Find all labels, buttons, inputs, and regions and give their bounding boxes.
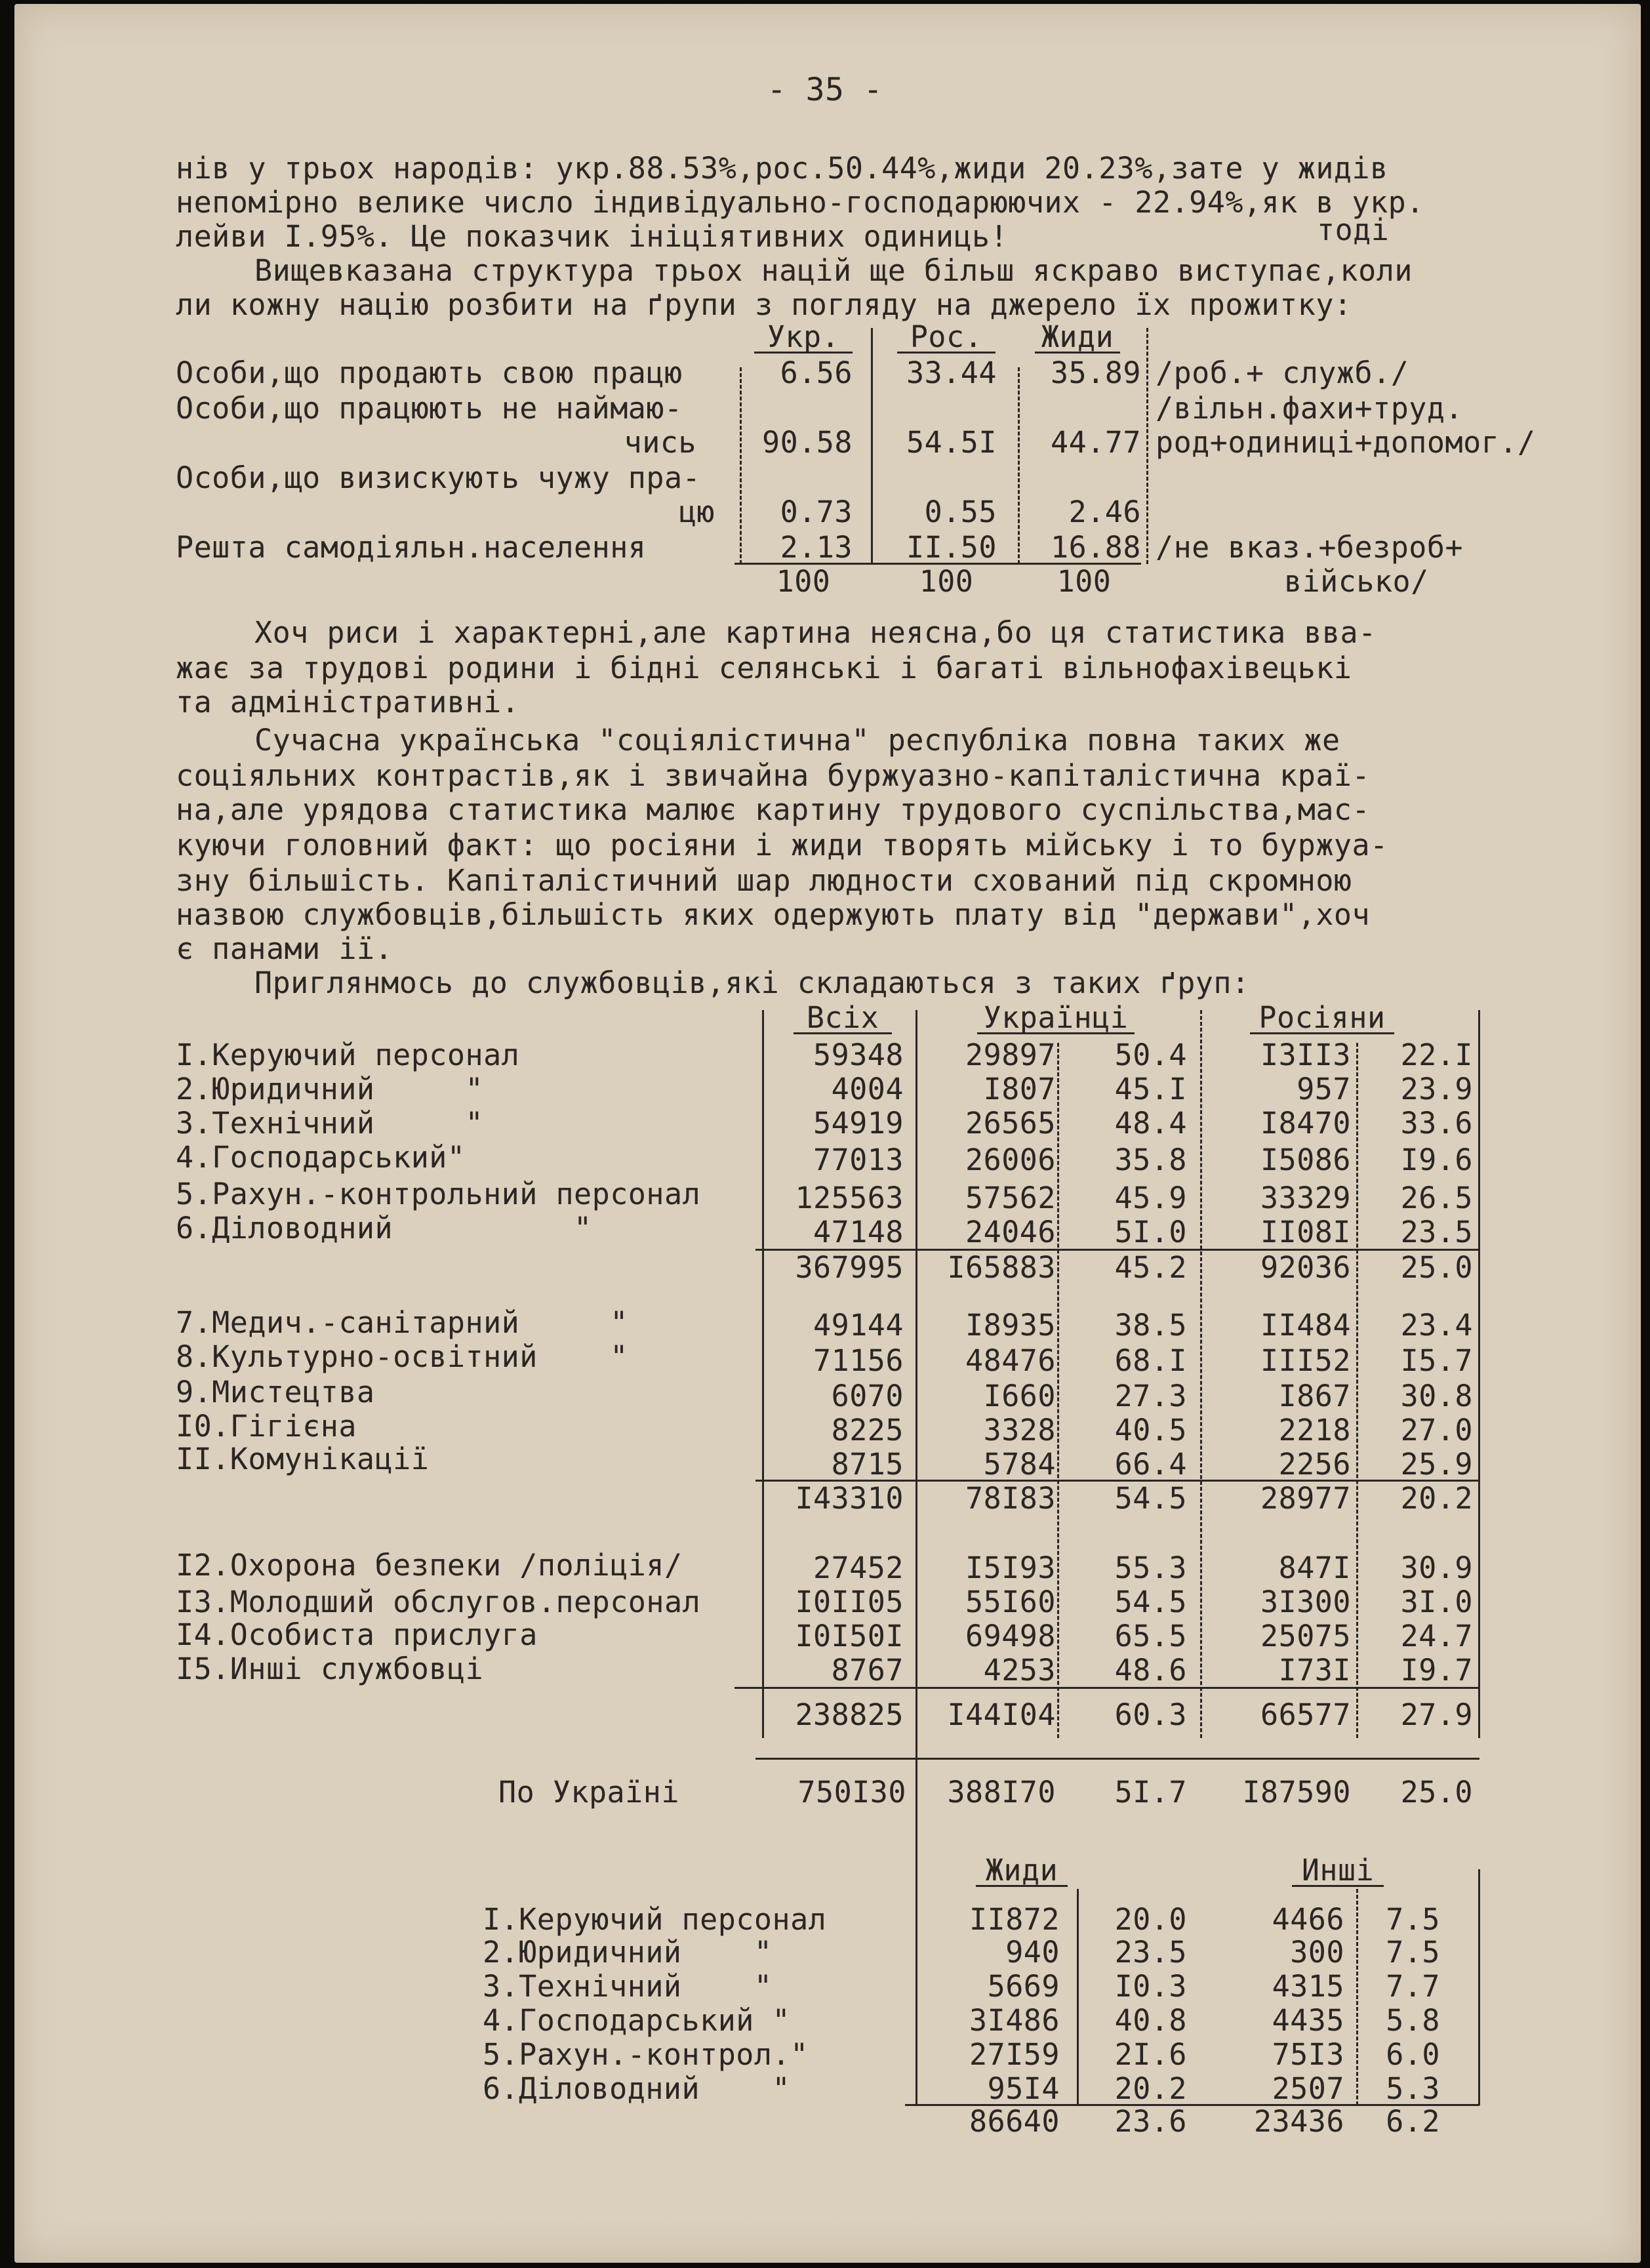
jo-val: 7.7 — [1386, 1969, 1440, 2004]
income-row-label: Особи,що продають свою працю — [176, 355, 683, 390]
emp-val: 38.5 — [1114, 1308, 1187, 1343]
income-header-ukr: Укр. — [754, 323, 853, 354]
emp-val: 4253 — [983, 1653, 1056, 1688]
jo-val: 4315 — [1272, 1969, 1344, 2004]
emp-subtotal: I44I04 — [947, 1697, 1056, 1732]
emp-row-label: I2.Охорона безпеки /поліція/ — [176, 1548, 683, 1583]
emp-row-label: 5.Рахун.-контрольний персонал — [176, 1177, 701, 1211]
page-number: - 35 - — [767, 71, 883, 108]
emp-header-ros: Росіяни — [1250, 1003, 1394, 1034]
income-row-val: 0.55 — [924, 495, 997, 529]
emp-val: I9.6 — [1400, 1143, 1473, 1177]
jo-total: 6.2 — [1386, 2104, 1440, 2139]
emp-total-val: 388I70 — [947, 1775, 1056, 1810]
emp-val: 3I300 — [1260, 1585, 1351, 1619]
income-divider — [1146, 328, 1148, 564]
emp-val: 25075 — [1260, 1619, 1351, 1653]
emp-val: 957 — [1297, 1072, 1351, 1106]
emp-val: 29897 — [965, 1038, 1056, 1072]
emp-val: 30.8 — [1400, 1379, 1473, 1413]
jo-val: 5.8 — [1386, 2003, 1440, 2038]
emp-val: 847I — [1278, 1550, 1351, 1585]
jo-val: 2I.6 — [1114, 2037, 1187, 2072]
jo-val: 4435 — [1272, 2003, 1344, 2038]
income-row-label: Особи,що визискують чужу пра- — [176, 460, 701, 495]
emp-subtotal: I65883 — [947, 1250, 1056, 1285]
jo-val: 7.5 — [1386, 1902, 1440, 1937]
emp-val: 27.0 — [1400, 1413, 1473, 1448]
emp-val: 57562 — [965, 1181, 1056, 1215]
emp-row-label: II.Комунікації — [176, 1442, 430, 1476]
emp-subtotal: 66577 — [1260, 1697, 1351, 1732]
income-row-val: II.50 — [906, 530, 997, 565]
jo-header-others: Инші — [1292, 1856, 1384, 1887]
emp-val: 54919 — [813, 1106, 904, 1141]
emp-val: 8225 — [831, 1413, 904, 1448]
emp-val: 66.4 — [1114, 1447, 1187, 1482]
emp-total-line — [755, 1758, 1479, 1760]
jo-val: 4466 — [1272, 1902, 1344, 1937]
emp-val: I0II05 — [795, 1585, 904, 1619]
emp-row-label: 9.Мистецтва — [176, 1375, 375, 1409]
income-row-val: 44.77 — [1051, 425, 1141, 460]
emp-val: I5I93 — [965, 1550, 1056, 1585]
emp-row-label: 8.Культурно-освітний " — [176, 1339, 628, 1374]
jo-row-label: 4.Господарський " — [483, 2003, 791, 2038]
emp-row-label: 3.Технічний " — [176, 1106, 484, 1141]
emp-row-label: I4.Особиста прислуга — [176, 1617, 538, 1652]
emp-val: 71156 — [813, 1343, 904, 1378]
emp-val: 23.4 — [1400, 1308, 1473, 1343]
para2-line-2: ли кожну націю розбити на ґрупи з погляду на джерело їх прожитку: — [176, 287, 1352, 322]
jo-row-label: 5.Рахун.-контрол." — [483, 2037, 809, 2072]
emp-val: 22.I — [1400, 1038, 1473, 1072]
emp-val: 24046 — [965, 1215, 1056, 1249]
para4-line-7: є панами ії. — [176, 931, 393, 966]
emp-total-val: 25.0 — [1400, 1775, 1473, 1810]
income-total: 100 — [776, 564, 831, 599]
intro-line-3: лейви I.95%. Це показчик ініціятивних одиниць! — [176, 219, 1009, 254]
emp-val: 30.9 — [1400, 1550, 1473, 1585]
income-row-label: Особи,що працюють не наймаю- — [176, 391, 683, 426]
income-row-label-cont: чись — [624, 425, 696, 460]
intro-line-1: нів у трьох народів: укр.88.53%,рос.50.44%,жиди 20.23%,зате у жидів — [176, 151, 1388, 186]
emp-val: 40.5 — [1114, 1413, 1187, 1448]
emp-val: 5I.0 — [1114, 1215, 1187, 1249]
income-header-jews: Жиди — [1035, 323, 1120, 354]
income-row-val: 2.13 — [780, 530, 853, 565]
income-row-label: Решта самодіяльн.населення — [176, 530, 647, 565]
income-divider — [871, 328, 873, 564]
income-row-note-cont: род+одиниці+допомог./ — [1156, 425, 1536, 460]
emp-val: 25.9 — [1400, 1447, 1473, 1482]
income-row-val: 54.5I — [906, 425, 997, 460]
emp-val: 45.I — [1114, 1072, 1187, 1106]
emp-val: 4004 — [831, 1072, 904, 1106]
emp-val: I807 — [983, 1072, 1056, 1106]
jo-val: 20.2 — [1114, 2071, 1187, 2106]
para4-line-2: соціяльних контрастів,як і звичайна буржуазно-капіталістична краї- — [176, 758, 1371, 793]
jo-divider — [916, 1856, 917, 2105]
emp-row-label: I0.Гігієна — [176, 1409, 357, 1444]
jo-val: 940 — [1005, 1935, 1060, 1970]
emp-val: 68.I — [1114, 1343, 1187, 1378]
jo-divider — [1077, 1889, 1079, 2105]
emp-val: 45.9 — [1114, 1181, 1187, 1215]
emp-val: 23.5 — [1400, 1215, 1473, 1249]
emp-val: 3328 — [983, 1413, 1056, 1448]
emp-row-label: 2.Юридичний " — [176, 1072, 484, 1106]
emp-val: 55.3 — [1114, 1550, 1187, 1585]
emp-val: 125563 — [795, 1181, 904, 1215]
income-row-val: 2.46 — [1068, 495, 1141, 529]
emp-val: 54.5 — [1114, 1585, 1187, 1619]
emp-val: 33.6 — [1400, 1106, 1473, 1141]
emp-val: 3I.0 — [1400, 1585, 1473, 1619]
emp-row-label: 6.Діловодний " — [176, 1211, 592, 1245]
emp-val: 24.7 — [1400, 1619, 1473, 1653]
emp-subtotal: 367995 — [795, 1250, 904, 1285]
emp-val: I660 — [983, 1379, 1056, 1413]
income-row-val: 0.73 — [780, 495, 853, 529]
jo-val: 27I59 — [969, 2037, 1060, 2072]
emp-subtotal-line — [734, 1687, 1479, 1689]
para4-line-5: зну більшість. Капіталістичний шар людности схований під скромною — [176, 863, 1352, 898]
jo-val: 5669 — [987, 1969, 1060, 2004]
emp-divider — [916, 1010, 917, 1856]
income-row-note-cont: військо/ — [1284, 564, 1429, 599]
jo-val: 95I4 — [987, 2071, 1060, 2106]
emp-subtotal: 92036 — [1260, 1250, 1351, 1285]
emp-val: I867 — [1278, 1379, 1351, 1413]
para4-line-3: на,але урядова статистика малює картину трудового суспільства,мас- — [176, 792, 1371, 827]
jo-val: II872 — [969, 1902, 1060, 1937]
emp-val: 8715 — [831, 1447, 904, 1482]
emp-val: 27452 — [813, 1550, 904, 1585]
emp-val: 59348 — [813, 1038, 904, 1072]
emp-val: II08I — [1260, 1215, 1351, 1249]
emp-subtotal: 238825 — [795, 1697, 904, 1732]
income-total: 100 — [1056, 564, 1112, 599]
jo-val: 6.0 — [1386, 2037, 1440, 2072]
income-divider — [1018, 367, 1020, 564]
emp-val: 48.4 — [1114, 1106, 1187, 1141]
para4-line-6: назвою службовців,більшість яких одержують плату від "держави",хоч — [176, 897, 1371, 932]
jo-val: 7.5 — [1386, 1935, 1440, 1970]
jo-row-label: 2.Юридичний " — [483, 1935, 773, 1970]
emp-total-val: 5I.7 — [1114, 1775, 1187, 1810]
emp-divider — [1057, 1043, 1059, 1738]
income-row-val: 35.89 — [1051, 355, 1141, 390]
emp-total-label: По Україні — [498, 1775, 679, 1810]
emp-divider — [1200, 1010, 1202, 1738]
emp-val: 50.4 — [1114, 1038, 1187, 1072]
income-row-note: /роб.+ служб./ — [1156, 355, 1409, 390]
jo-val: 5.3 — [1386, 2071, 1440, 2106]
emp-val: 26.5 — [1400, 1181, 1473, 1215]
jo-val: 75I3 — [1272, 2037, 1344, 2072]
emp-row-label: I5.Инші службовці — [176, 1651, 484, 1686]
jo-val: 20.0 — [1114, 1902, 1187, 1937]
intro-line-2: непомірно велике число індивідуально-господарюючих - 22.94%,як в укр. — [176, 185, 1424, 220]
emp-val: 55I60 — [965, 1585, 1056, 1619]
emp-row-label: I.Керуючий персонал — [176, 1038, 520, 1072]
emp-subtotal: I43310 — [795, 1481, 904, 1516]
emp-val: 2218 — [1278, 1413, 1351, 1448]
emp-val: 48476 — [965, 1343, 1056, 1378]
jo-row-label: 3.Технічний " — [483, 1969, 773, 2004]
emp-row-label: I3.Молодший обслугов.персонал — [176, 1585, 701, 1619]
income-row-val: 33.44 — [906, 355, 997, 390]
para5-line-1: Приглянмось до службовців,які складаються з таких ґруп: — [254, 965, 1250, 1000]
emp-val: 35.8 — [1114, 1143, 1187, 1177]
emp-val: 26565 — [965, 1106, 1056, 1141]
emp-val: I9.7 — [1400, 1653, 1473, 1688]
para4-line-4: куючи головний факт: що росіяни і жиди творять мійську і то буржуа- — [176, 828, 1388, 862]
emp-divider — [762, 1010, 764, 1738]
para3-line-1: Хоч риси і характерні,але картина неясна,бо ця статистика вва- — [254, 615, 1377, 650]
income-row-note: /не вказ.+безроб+ — [1156, 530, 1464, 565]
jo-header-jews: Жиди — [976, 1856, 1068, 1887]
para3-line-2: жає за трудові родини і бідні селянські і багаті вільнофахівецькі — [176, 651, 1352, 685]
emp-val: I3II3 — [1260, 1038, 1351, 1072]
emp-total-val: I87590 — [1242, 1775, 1351, 1810]
jo-divider — [1356, 1889, 1358, 2105]
jo-total: 23436 — [1254, 2104, 1344, 2139]
emp-subtotal: 28977 — [1260, 1481, 1351, 1516]
emp-val: 48.6 — [1114, 1653, 1187, 1688]
jo-total: 23.6 — [1114, 2104, 1187, 2139]
emp-subtotal: 45.2 — [1114, 1250, 1187, 1285]
emp-val: 2256 — [1278, 1447, 1351, 1482]
para3-line-3: та адміністративні. — [176, 685, 520, 719]
emp-val: 26006 — [965, 1143, 1056, 1177]
emp-val: 77013 — [813, 1143, 904, 1177]
emp-val: II484 — [1260, 1308, 1351, 1343]
jo-row-label: 6.Діловодний " — [483, 2071, 791, 2106]
income-row-note: /вільн.фахи+труд. — [1156, 391, 1464, 426]
jo-row-label: I.Керуючий персонал — [483, 1902, 827, 1937]
emp-row-label: 7.Медич.-санітарний " — [176, 1305, 628, 1340]
income-header-ros: Рос. — [897, 323, 996, 354]
emp-val: I73I — [1278, 1653, 1351, 1688]
emp-divider — [1356, 1043, 1358, 1738]
emp-val: I8935 — [965, 1308, 1056, 1343]
emp-val: 5784 — [983, 1447, 1056, 1482]
jo-val: 300 — [1290, 1935, 1344, 1970]
emp-val: III52 — [1260, 1343, 1351, 1378]
emp-row-label: 4.Господарський" — [176, 1140, 466, 1175]
emp-divider — [1478, 1010, 1480, 1738]
emp-val: 27.3 — [1114, 1379, 1187, 1413]
emp-val: 65.5 — [1114, 1619, 1187, 1653]
income-total: 100 — [919, 564, 974, 599]
emp-header-ukr: Українці — [977, 1003, 1135, 1034]
income-row-label-cont: цю — [678, 495, 715, 529]
jo-val: 23.5 — [1114, 1935, 1187, 1970]
emp-subtotal: 78I83 — [965, 1481, 1056, 1516]
income-row-val: 16.88 — [1051, 530, 1141, 565]
emp-val: I0I50I — [795, 1619, 904, 1653]
emp-total-val: 750I30 — [797, 1775, 906, 1810]
emp-subtotal: 20.2 — [1400, 1481, 1473, 1516]
jo-val: 40.8 — [1114, 2003, 1187, 2038]
jo-val: 2507 — [1272, 2071, 1344, 2106]
emp-subtotal: 27.9 — [1400, 1697, 1473, 1732]
intro-insert-word: тоді — [1317, 213, 1390, 247]
income-row-val: 6.56 — [780, 355, 853, 390]
jo-total: 86640 — [969, 2104, 1060, 2139]
income-row-val: 90.58 — [762, 425, 853, 460]
emp-header-all: Всіх — [794, 1003, 892, 1034]
emp-subtotal: 54.5 — [1114, 1481, 1187, 1516]
emp-val: 47148 — [813, 1215, 904, 1249]
emp-val: 6070 — [831, 1379, 904, 1413]
emp-val: I5086 — [1260, 1143, 1351, 1177]
emp-subtotal: 25.0 — [1400, 1250, 1473, 1285]
emp-val: 69498 — [965, 1619, 1056, 1653]
emp-val: 23.9 — [1400, 1072, 1473, 1106]
emp-subtotal: 60.3 — [1114, 1697, 1187, 1732]
emp-val: I8470 — [1260, 1106, 1351, 1141]
emp-val: 8767 — [831, 1653, 904, 1688]
para2-line-1: Вищевказана структура трьох націй ще більш яскраво виступає,коли — [254, 253, 1413, 288]
emp-val: 49144 — [813, 1308, 904, 1343]
jo-divider — [1478, 1869, 1480, 2105]
emp-val: 33329 — [1260, 1181, 1351, 1215]
para4-line-1: Сучасна українська "соціялістична" республіка повна таких же — [254, 723, 1340, 758]
jo-val: I0.3 — [1114, 1969, 1187, 2004]
emp-val: I5.7 — [1400, 1343, 1473, 1378]
jo-val: 3I486 — [969, 2003, 1060, 2038]
